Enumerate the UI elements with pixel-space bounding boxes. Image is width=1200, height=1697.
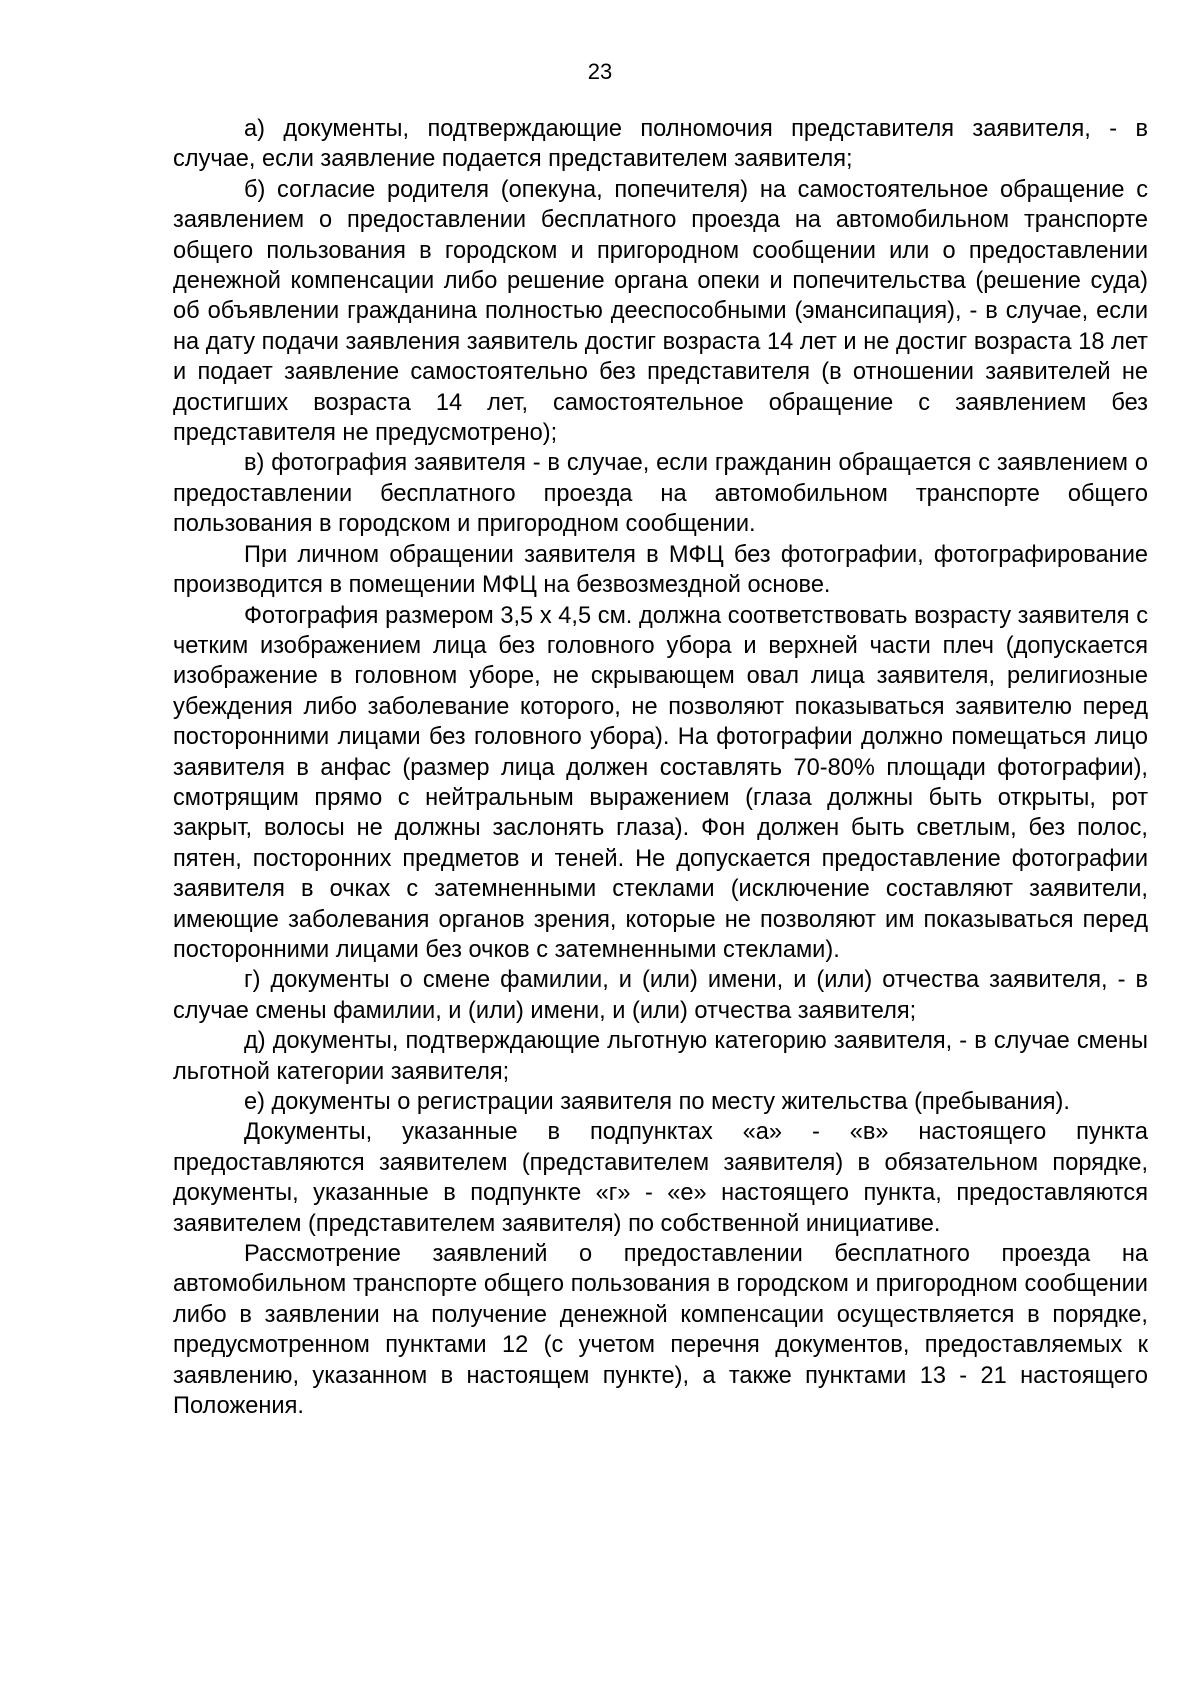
paragraph-v: в) фотография заявителя - в случае, если гражданин обращается с заявлением о предоставлении бесплатного проезда на автомобильном транспорте общего пользования в городском и пригородном сообщении. <box>173 450 1148 538</box>
paragraph-a: а) документы, подтверждающие полномочия представителя заявителя, - в случае, если заявление подается представителем заявителя; <box>173 116 1148 173</box>
paragraph-e: е) документы о регистрации заявителя по месту жительства (пребывания). <box>244 1089 1070 1115</box>
paragraph-mfc-photo: При личном обращении заявителя в МФЦ без фотографии, фотографирование производится в помещении МФЦ на безвозмездной основе. <box>173 541 1148 599</box>
paragraph-d: д) документы, подтверждающие льготную категорию заявителя, - в случае смены льготной категории заявителя; <box>173 1028 1148 1085</box>
document-body <box>173 114 1148 1421</box>
paragraph-photo-requirements: Фотография размером 3,5 х 4,5 см. должна соответствовать возрасту заявителя с четким изображением лица без головного убора и верхней части плеч (допускается изображение в головном уборе, не скрывающем овал лица заявителя, религиозные убеждения либо заболевание которого, не позволяют показываться заявителю перед посторонними лицами без головного убора). На фотографии должно помещаться лицо заявителя в анфас (размер лица должен составлять 70-80% площади фотографии), смотрящим прямо с нейтральным выражением (глаза должны быть открыты, рот закрыт, волосы не должны заслонять глаза). Фон должен быть светлым, без полос, пятен, посторонних предметов и теней. Не допускается предоставление фотографии заявителя в очках с затемненными стеклами (исключение составляют заявители, имеющие заболевания органов зрения, которые не позволяют им показываться перед посторонними лицами без очков с затемненными стеклами). <box>173 602 1148 963</box>
page-number: 23 <box>587 59 613 84</box>
paragraph-consideration: Рассмотрение заявлений о предоставлении бесплатного проезда на автомобильном транспорте общего пользования в городском и пригородном сообщении либо в заявлении на получение денежной компенсации осуществляется в порядке, предусмотренном пунктами 12 (с учетом перечня документов, предоставляемых к заявлению, указанном в настоящем пункте), а также пунктами 13 - 21 настоящего Положения. <box>173 1241 1148 1420</box>
paragraph-g: г) документы о смене фамилии, и (или) имени, и (или) отчества заявителя, - в случае смены фамилии, и (или) имени, и (или) отчества заявителя; <box>173 967 1148 1024</box>
paragraph-documents-order: Документы, указанные в подпунктах «а» - «в» настоящего пункта предоставляются заявителем (представителем заявителя) в обязательном порядке, документы, указанные в подпункте «г» - «е» настоящего пункта, предоставляются заявителем (представителем заявителя) по собственной инициативе. <box>173 1119 1148 1237</box>
paragraph-b: б) согласие родителя (опекуна, попечителя) на самостоятельное обращение с заявлением о предоставлении бесплатного проезда на автомобильном транспорте общего пользования в городском и пригородном сообщении или о предоставлении денежной компенсации либо решение органа опеки и попечительства (решение суда) об объявлении гражданина полностью дееспособными (эмансипация), - в случае, если на дату подачи заявления заявитель достиг возраста 14 лет и не достиг возраста 18 лет и подает заявление самостоятельно без представителя (в отношении заявителей не достигших возраста 14 лет, самостоятельное обращение с заявлением без представителя не предусмотрено); <box>173 176 1148 447</box>
